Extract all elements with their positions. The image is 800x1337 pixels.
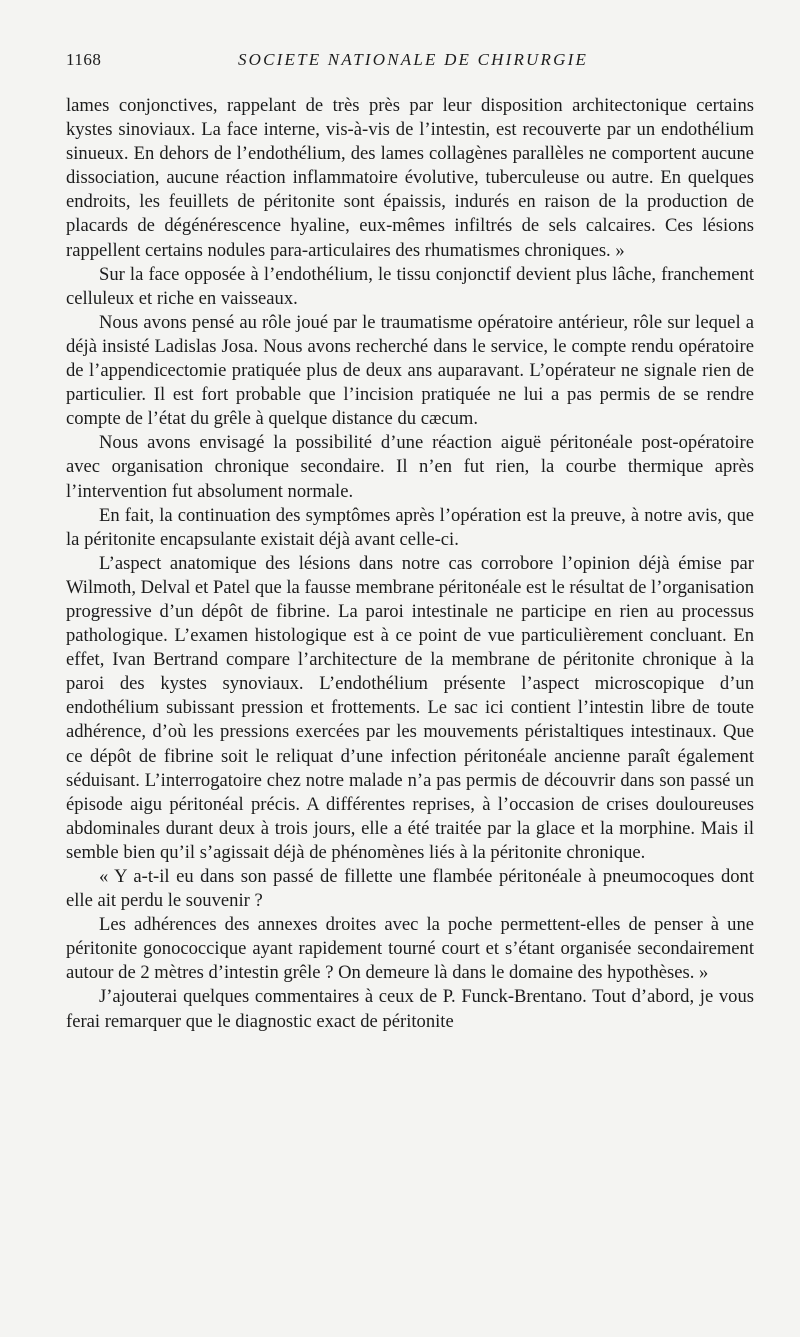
- body-text: [66, 94, 754, 1034]
- page-header: [66, 50, 760, 76]
- paragraph: L’aspect anatomique des lésions dans notre cas corrobore l’opinion déjà émise par Wilmoth, Delval et Patel que la fausse membrane péritonéale est le résultat de l’organisation progressive d’un dépôt de fibrine. La paroi intestinale ne participe en rien au processus pathologique. L’examen histologique est à ce point de vue particulièrement concluant. En effet, Ivan Bertrand compare l’architecture de la membrane de péritonite chronique à la paroi des kystes synoviaux. L’endothélium présente l’aspect microscopique d’un endothélium subissant pression et frottements. Le sac ici contient l’intestin libre de toute adhérence, d’où les pressions exercées par les mouvements péristaltiques intestinaux. Que ce dépôt de fibrine soit le reliquat d’une infection péritonéale ancienne paraît également séduisant. L’interrogatoire chez notre malade n’a pas permis de découvrir dans son passé un épisode aigu péritonéal précis. A différentes reprises, à l’occasion de crises douloureuses abdominales durant deux à trois jours, elle a été traitée par la glace et la morphine. Mais il semble bien qu’il s’agissait déjà de phénomènes liés à la péritonite chronique.: [66, 552, 754, 863]
- paragraph: « Y a-t-il eu dans son passé de fillette une flambée péritonéale à pneumocoques dont elle ait perdu le souvenir ?: [66, 866, 754, 912]
- page-number: 1168: [66, 50, 102, 69]
- paragraph: J’ajouterai quelques commentaires à ceux de P. Funck-Brentano. Tout d’abord, je vous ferai remarquer que le diagnostic exact de péritonite: [66, 986, 754, 1032]
- paragraph: Les adhérences des annexes droites avec la poche permettent-elles de penser à une péritonite gonococcique ayant rapidement tourné court et s’étant organisée secondairement autour de 2 mètres d’intestin grêle ? On demeure là dans le domaine des hypothèses. »: [66, 914, 754, 984]
- paragraph-continued: lames conjonctives, rappelant de très près par leur disposition architectonique certains kystes sinoviaux. La face interne, vis-à-vis de l’intestin, est recouverte par un endothélium sinueux. En dehors de l’endothélium, des lames collagènes parallèles ne comportent aucune dissociation, aucune réaction inflammatoire évolutive, tuberculeuse ou autre. En quelques endroits, les feuillets de péritonite sont épaissis, indurés en raison de la production de placards de dégénérescence hyaline, eux-mêmes infiltrés de sels calcaires. Ces lésions rappellent certains nodules para-articulaires des rhumatismes chroniques. »: [66, 95, 754, 261]
- paragraph: En fait, la continuation des symptômes après l’opération est la preuve, à notre avis, que la péritonite encapsulante existait déjà avant celle-ci.: [66, 504, 754, 550]
- running-title: SOCIETE NATIONALE DE CHIRURGIE: [237, 50, 589, 69]
- paragraph: Sur la face opposée à l’endothélium, le tissu conjonctif devient plus lâche, franchement celluleux et riche en vaisseaux.: [66, 263, 754, 309]
- paragraph: Nous avons envisagé la possibilité d’une réaction aiguë péritonéale post-opératoire avec organisation chronique secondaire. Il n’en fut rien, la courbe thermique après l’intervention fut absolument normale.: [66, 432, 754, 502]
- paragraph: Nous avons pensé au rôle joué par le traumatisme opératoire antérieur, rôle sur lequel a déjà insisté Ladislas Josa. Nous avons recherché dans le service, le compte rendu opératoire de l’appendicectomie pratiquée plus de deux ans auparavant. L’opérateur ne signale rien de particulier. Il est fort probable que l’incision pratiquée ne lui a pas permis de se rendre compte de l’état du grêle à quelque distance du cæcum.: [66, 311, 754, 430]
